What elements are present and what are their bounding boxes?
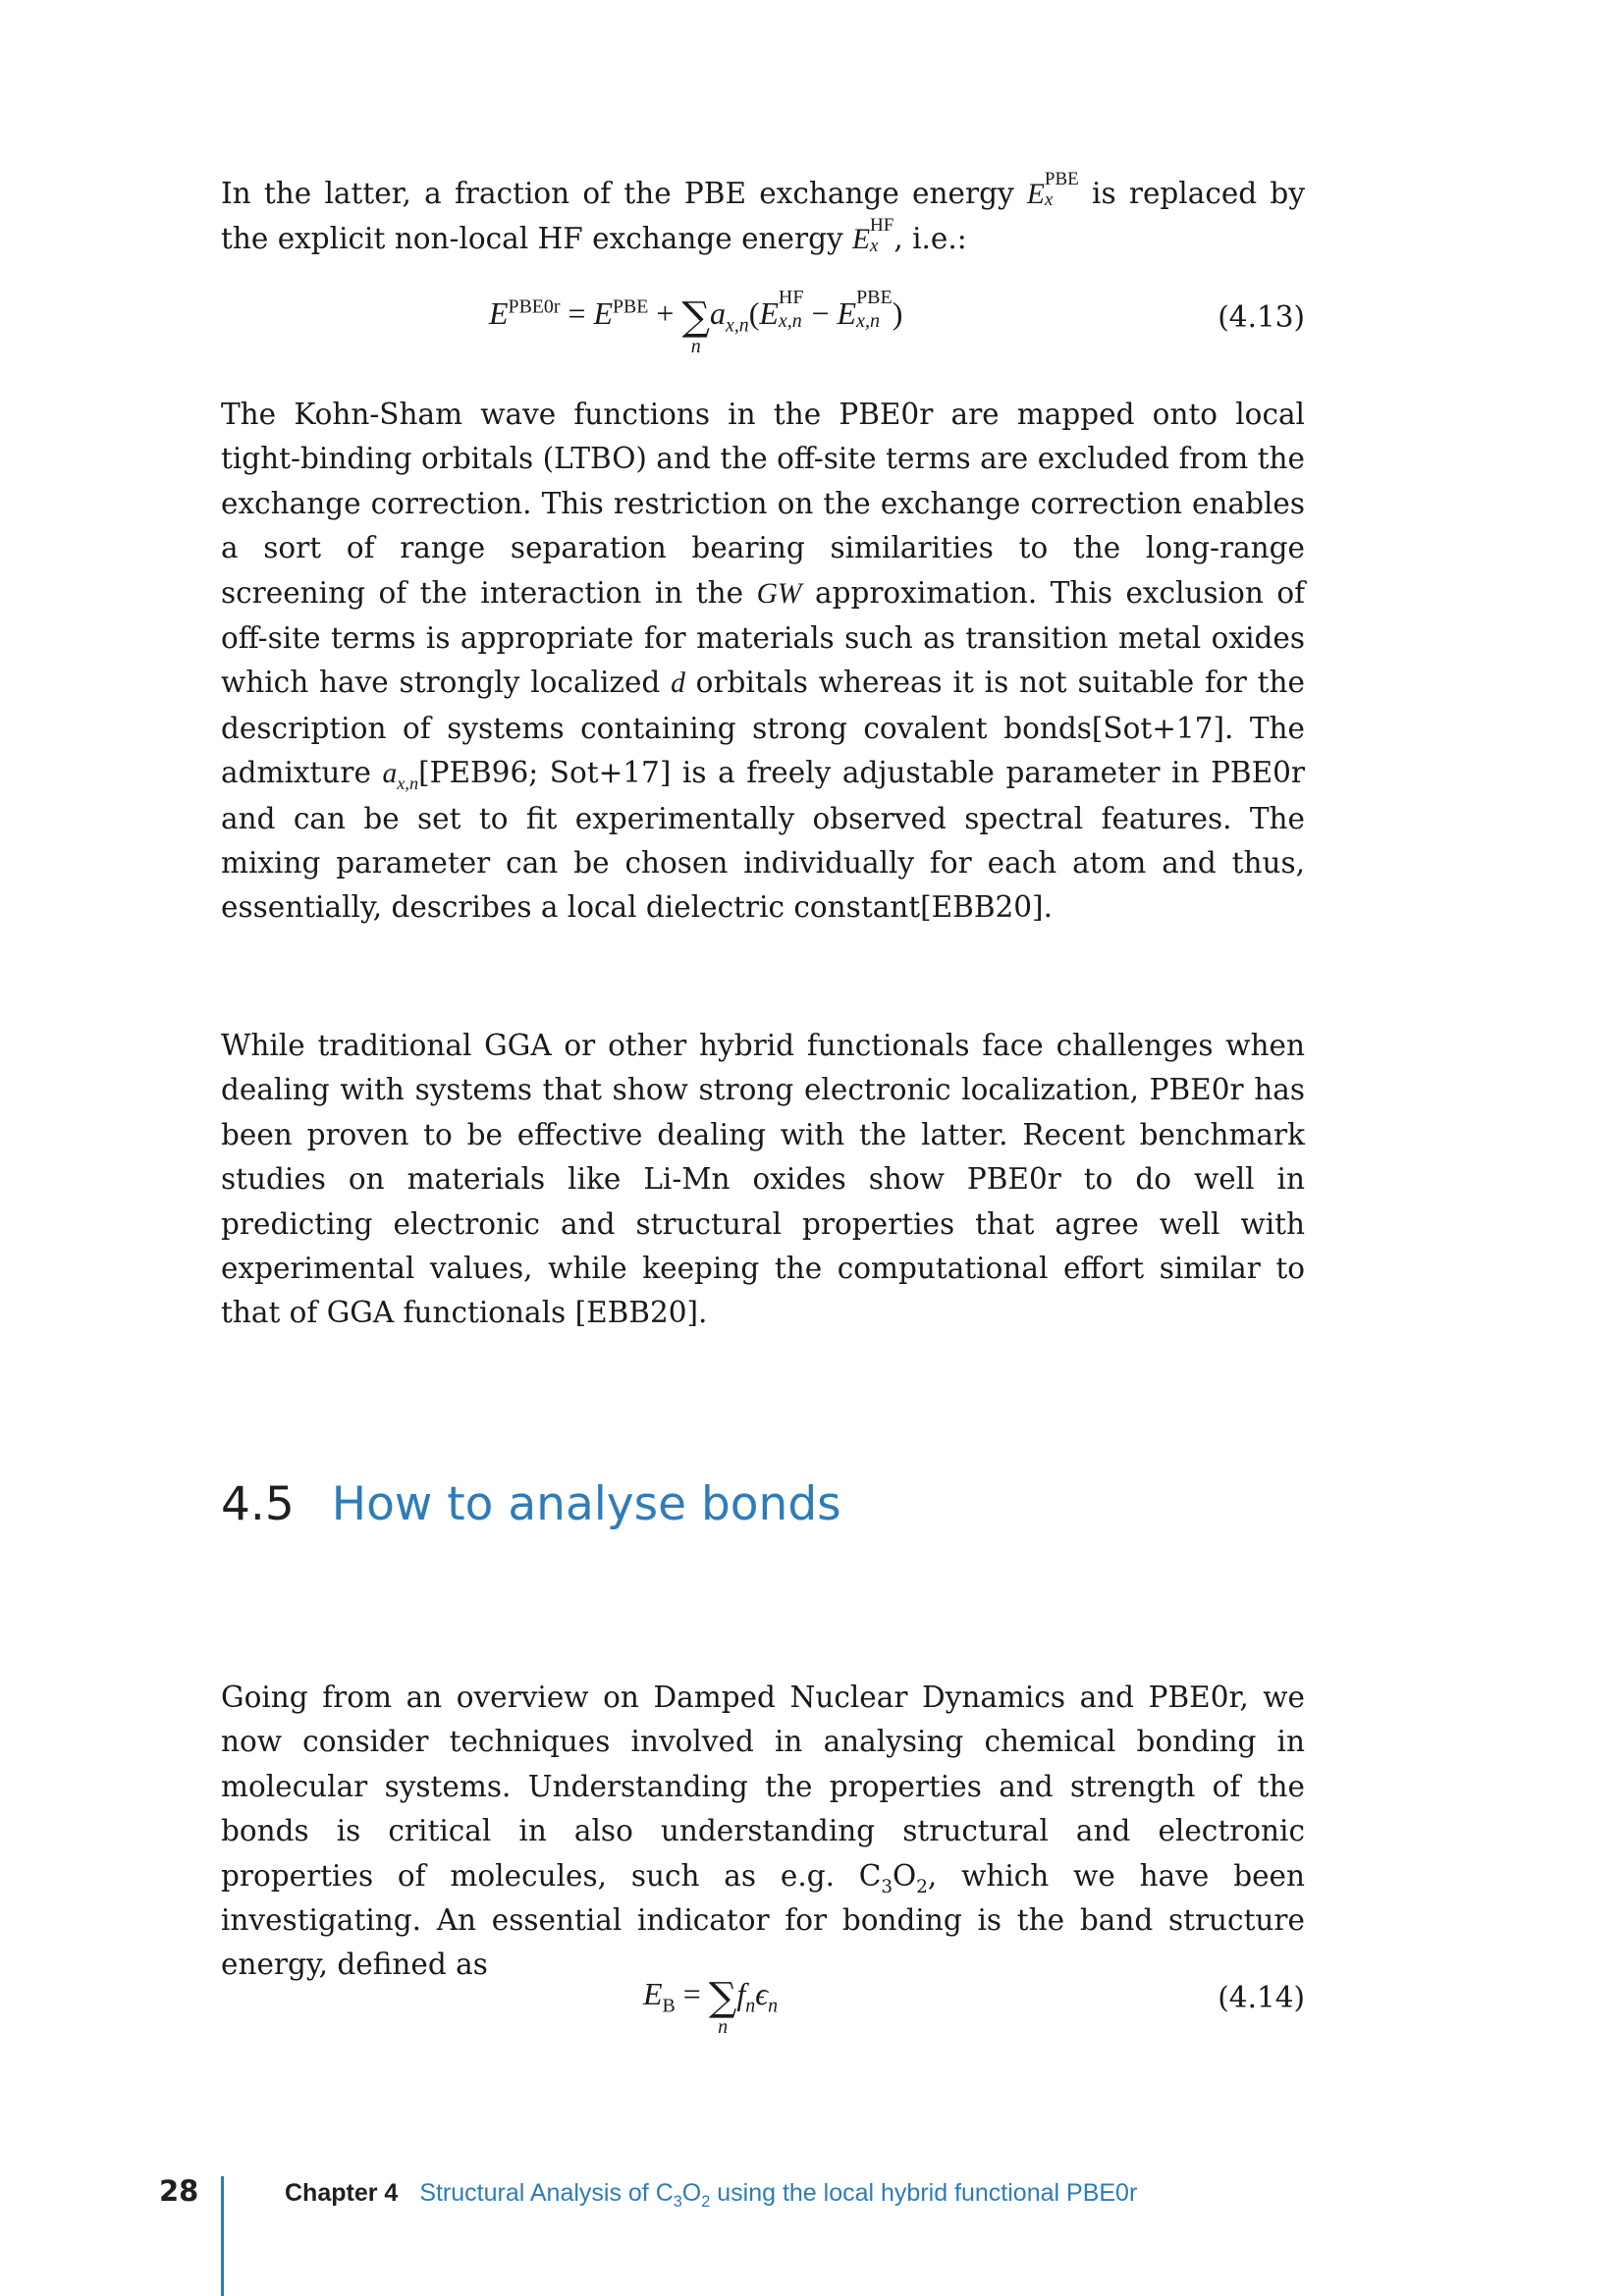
text-run: In the latter, a fraction of the PBE exchange energy (221, 177, 1027, 210)
sub: x,n (856, 309, 880, 332)
equation-number: (4.13) (1218, 300, 1305, 334)
math-e-x-pbe (1026, 169, 1079, 211)
paragraph-intro (221, 169, 1305, 263)
sum-symbol (708, 1975, 737, 2038)
equation-4-13 (221, 286, 1305, 373)
math-a-xn (382, 758, 419, 794)
math-gw: GW (756, 577, 802, 610)
sym: f (736, 1976, 746, 2011)
section-title: How to analyse bonds (331, 1477, 841, 1531)
sub: B (662, 1995, 676, 2017)
supsub (778, 286, 804, 337)
supsub (1044, 169, 1079, 215)
operator: − (803, 295, 838, 331)
sym: E (837, 295, 857, 331)
sym: E (489, 295, 509, 331)
text-run: [PEB96; Sot+17] is a freely adjustable parameter in PBE0r and can be set to fit experimentally observed spectral features. The mixing parameter can be chosen individually for each atom and thus, essentially, describes a local dielectric constant[EBB20]. (221, 756, 1306, 925)
paren: ) (892, 295, 903, 331)
sup: PBE (856, 286, 893, 308)
sum-glyph: ∑ (708, 1975, 737, 2020)
text-run: , which we have been investigating. An essential indicator for bonding is the band structure energy, defined as (221, 1858, 1306, 1982)
sym: a (382, 758, 398, 790)
equation-number: (4.14) (1218, 1981, 1305, 2014)
sub: n (745, 1995, 756, 2017)
sum-index: n (690, 336, 701, 357)
sum-glyph: ∑ (681, 294, 711, 340)
paragraph-gga: While traditional GGA or other hybrid functionals face challenges when dealing with systems that show strong electronic localization, PBE0r has been proven to be effective dealing with the latter. Recent benchmark studies on materials like Li-Mn oxides show PBE0r to do well in predicting electronic and structural properties that agree well with experimental values, while keeping the computational effort similar to that of GGA functionals [EBB20]. (221, 1029, 1305, 1330)
paragraph-bonding (221, 1676, 1305, 1988)
text-run: , i.e.: (893, 222, 967, 256)
sym: E (643, 1976, 663, 2011)
sub: x (870, 235, 879, 256)
sub: x,n (726, 314, 749, 337)
sum-index: n (718, 2016, 729, 2038)
operator: = (675, 1976, 709, 2011)
equation-body (643, 1975, 779, 2038)
math-d: d (671, 667, 685, 700)
section-heading (221, 1477, 841, 1531)
sum-symbol (681, 294, 711, 357)
supsub (870, 214, 894, 261)
sup: PBE (613, 295, 649, 318)
running-head (285, 2179, 1138, 2211)
text-run: O (893, 1858, 917, 1893)
sym: E (1026, 179, 1045, 210)
text-run: using the local hybrid functional PBE0r (710, 2179, 1138, 2207)
operator: + (648, 295, 682, 331)
equation-4-14 (221, 1975, 1305, 2054)
sym: E (593, 295, 614, 331)
equation-body (489, 286, 903, 357)
sub: 3 (881, 1876, 893, 1897)
page-number: 28 (159, 2174, 199, 2208)
math-e-x-hf (852, 214, 894, 256)
sub: x,n (778, 309, 802, 332)
sup: PBE0r (508, 295, 561, 318)
paragraph-kohn-sham (221, 393, 1305, 931)
sup: HF (870, 214, 894, 236)
sym: E (852, 224, 871, 256)
text-run: approximation. This exclusion of off-site terms is appropriate for materials such as transition metal oxides which have strongly localized (221, 575, 1305, 700)
chapter-title (419, 2179, 1138, 2211)
sym: E (759, 295, 779, 331)
sym: ϵ (755, 1976, 769, 2011)
text-run: orbitals whereas it is not suitable for the description of systems containing strong covalent bonds[Sot+17]. The admixture (221, 666, 1305, 790)
text-run: The Kohn-Sham wave functions in the PBE0r are mapped onto local tight-binding orbitals (LTBO) and the off-site terms are excluded from the exchange correction. This restriction on the exchange correction enables a sort of range separation bearing similarities to the long-range screening of the interaction in the (221, 398, 1305, 610)
sub: x (1044, 189, 1054, 211)
sub: 3 (673, 2193, 682, 2211)
sub: x,n (397, 774, 419, 794)
text-run: Going from an overview on Damped Nuclear Dynamics and PBE0r, we now consider techniques involved in analysing chemical bonding in molecular systems. Understanding the properties and strength of the bonds is critical in also understanding structural and electronic properties of molecules, such as e.g. C (221, 1681, 1305, 1893)
text-run: O (681, 2179, 702, 2207)
footer-rule (221, 2176, 224, 2296)
sup: PBE (1044, 169, 1079, 190)
operator: = (560, 295, 594, 331)
supsub (856, 286, 893, 337)
chapter-label: Chapter 4 (285, 2179, 399, 2207)
section-number: 4.5 (221, 1477, 295, 1531)
sup: HF (778, 286, 804, 308)
text-run: is replaced by the explicit non-local HF exchange energy (221, 177, 1305, 256)
sub: 2 (916, 1876, 928, 1897)
text-run: Structural Analysis of C (419, 2179, 674, 2207)
sub: n (768, 1995, 779, 2017)
sub: 2 (701, 2193, 711, 2211)
sym: a (710, 295, 727, 331)
paren: ( (748, 295, 760, 331)
